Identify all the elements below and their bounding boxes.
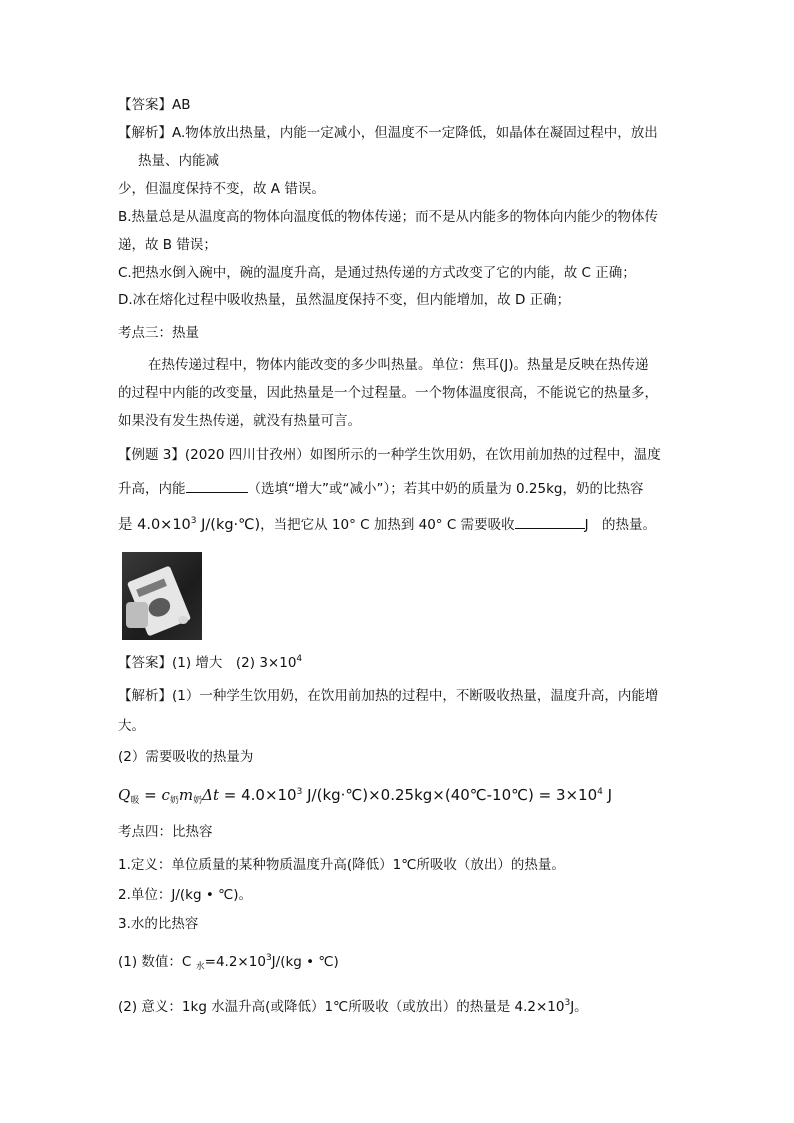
bag-stripe (136, 579, 167, 598)
photo-detail (178, 616, 188, 624)
analysis-2-line-3: (2）需要吸收的热量为 (118, 749, 254, 765)
subitem-text: J/(kg • ℃) (271, 954, 339, 970)
answer-2 (118, 654, 302, 672)
analysis-1-line-c: C.把热水倒入碗中，碗的温度升高，是通过热传递的方式改变了它的内能，故 C 正确； (118, 265, 636, 281)
analysis-text: (1）一种学生饮用奶，在饮用前加热的过程中，不断吸收热量，温度升高，内能增 (172, 688, 659, 704)
answer-label: 【答案】 (118, 655, 172, 671)
analysis-2-line-2: 大。 (118, 718, 145, 734)
cup-shape (126, 602, 148, 628)
formula-text: J (602, 786, 613, 804)
heat-paragraph-line-3: 如果没有发生热传递，就没有热量可言。 (118, 413, 361, 429)
exponent: 4 (296, 654, 303, 664)
heat-paragraph-line-1: 在热传递过程中，物体内能改变的多少叫热量。单位：焦耳(J)。热量是反映在热传递 (148, 357, 649, 373)
subitem-text: =4.2×10 (204, 954, 266, 970)
bag-graphic (146, 595, 173, 620)
example-3-line-3 (118, 514, 656, 534)
example-text: (2020 四川甘孜州）如图所示的一种学生饮用奶，在饮用前加热的过程中，温度 (184, 447, 661, 463)
subitem-text: (2) 意义：1kg 水温升高(或降低）1℃所吸收（或放出）的热量是 4.2×10 (118, 999, 565, 1015)
specific-heat-subitem-1 (118, 953, 339, 971)
formula-symbol: m (178, 786, 194, 804)
analysis-1-line-a1 (118, 124, 658, 142)
analysis-1-line-a2: 热量、内能减 (138, 153, 219, 169)
answer-text: (1) 增大 (2) 3×10 (172, 655, 297, 671)
formula-text: = 4.0×10 (218, 786, 297, 804)
example-text: ，当把它从 10° C 加热到 40° C 需要吸收 (260, 517, 515, 533)
subscript: 水 (195, 962, 205, 972)
specific-heat-item-3: 3.水的比热容 (118, 916, 199, 932)
fill-in-blank-1[interactable] (186, 478, 248, 493)
unit-text: J/(kg·℃) (196, 517, 261, 533)
exponent: 4 (597, 787, 603, 797)
exponent: 3 (265, 953, 272, 963)
formula-subscript: 吸 (130, 796, 140, 806)
analysis-1-line-a3: 少，但温度保持不变，故 A 错误。 (118, 181, 325, 197)
analysis-1-line-b2: 递，故 B 错误； (118, 237, 217, 253)
example-text: 是 4.0×10 (118, 517, 191, 533)
analysis-1-line-d: D.冰在熔化过程中吸收热量，虽然温度保持不变，但内能增加，故 D 正确； (118, 292, 571, 308)
example-text: （选填“增大”或“减小”）；若其中奶的质量为 0.25kg，奶的比热容 (247, 481, 644, 497)
analysis-label: 【解析】 (118, 125, 172, 141)
analysis-text: A.物体放出热量，内能一定减小，但温度不一定降低，如晶体在凝固过程中，放出 (172, 125, 658, 141)
exponent: 3 (190, 516, 197, 526)
example-3-line-1 (118, 446, 661, 464)
answer-1 (118, 96, 191, 114)
example-3-line-2 (118, 478, 643, 498)
heat-formula (118, 786, 612, 804)
specific-heat-item-1: 1.定义：单位质量的某种物质温度升高(降低）1℃所吸收（放出）的热量。 (118, 857, 565, 873)
specific-heat-subitem-2 (118, 998, 588, 1016)
analysis-1-line-b1: B.热量总是从温度高的物体向温度低的物体传递；而不是从内能多的物体向内能少的物体传 (118, 209, 659, 225)
analysis-2-line-1 (118, 687, 658, 705)
analysis-label: 【解析】 (118, 688, 172, 704)
specific-heat-item-2: 2.单位：J/(kg • ℃)。 (118, 887, 253, 903)
fill-in-blank-2[interactable] (515, 514, 585, 529)
exponent: 3 (564, 998, 571, 1008)
formula-symbol: Δt (202, 786, 219, 804)
milk-bag-photo (122, 552, 202, 640)
formula-subscript: 奶 (169, 796, 179, 806)
subitem-text: (1) 数值：C (118, 954, 196, 970)
formula-text: J/(kg·℃)×0.25kg×(40℃-10℃) = 3×10 (302, 786, 598, 804)
example-text: J 的热量。 (584, 517, 657, 533)
formula-symbol: Q (118, 786, 131, 804)
example-text: 升高，内能 (118, 481, 186, 497)
heat-paragraph-line-2: 的过程中内能的改变量，因此热量是一个过程量。一个物体温度很高，不能说它的热量多， (118, 385, 658, 401)
section-heading-heat: 考点三：热量 (118, 325, 199, 341)
answer-label: 【答案】 (118, 97, 172, 113)
subitem-text: J。 (570, 999, 588, 1015)
answer-text: AB (172, 97, 191, 113)
formula-subscript: 奶 (193, 796, 203, 806)
example-label: 【例题 3】 (118, 447, 185, 463)
section-heading-specific-heat: 考点四：比热容 (118, 824, 213, 840)
formula-text: = (139, 786, 162, 804)
formula-symbol: c (161, 786, 170, 804)
exponent: 3 (296, 787, 303, 797)
